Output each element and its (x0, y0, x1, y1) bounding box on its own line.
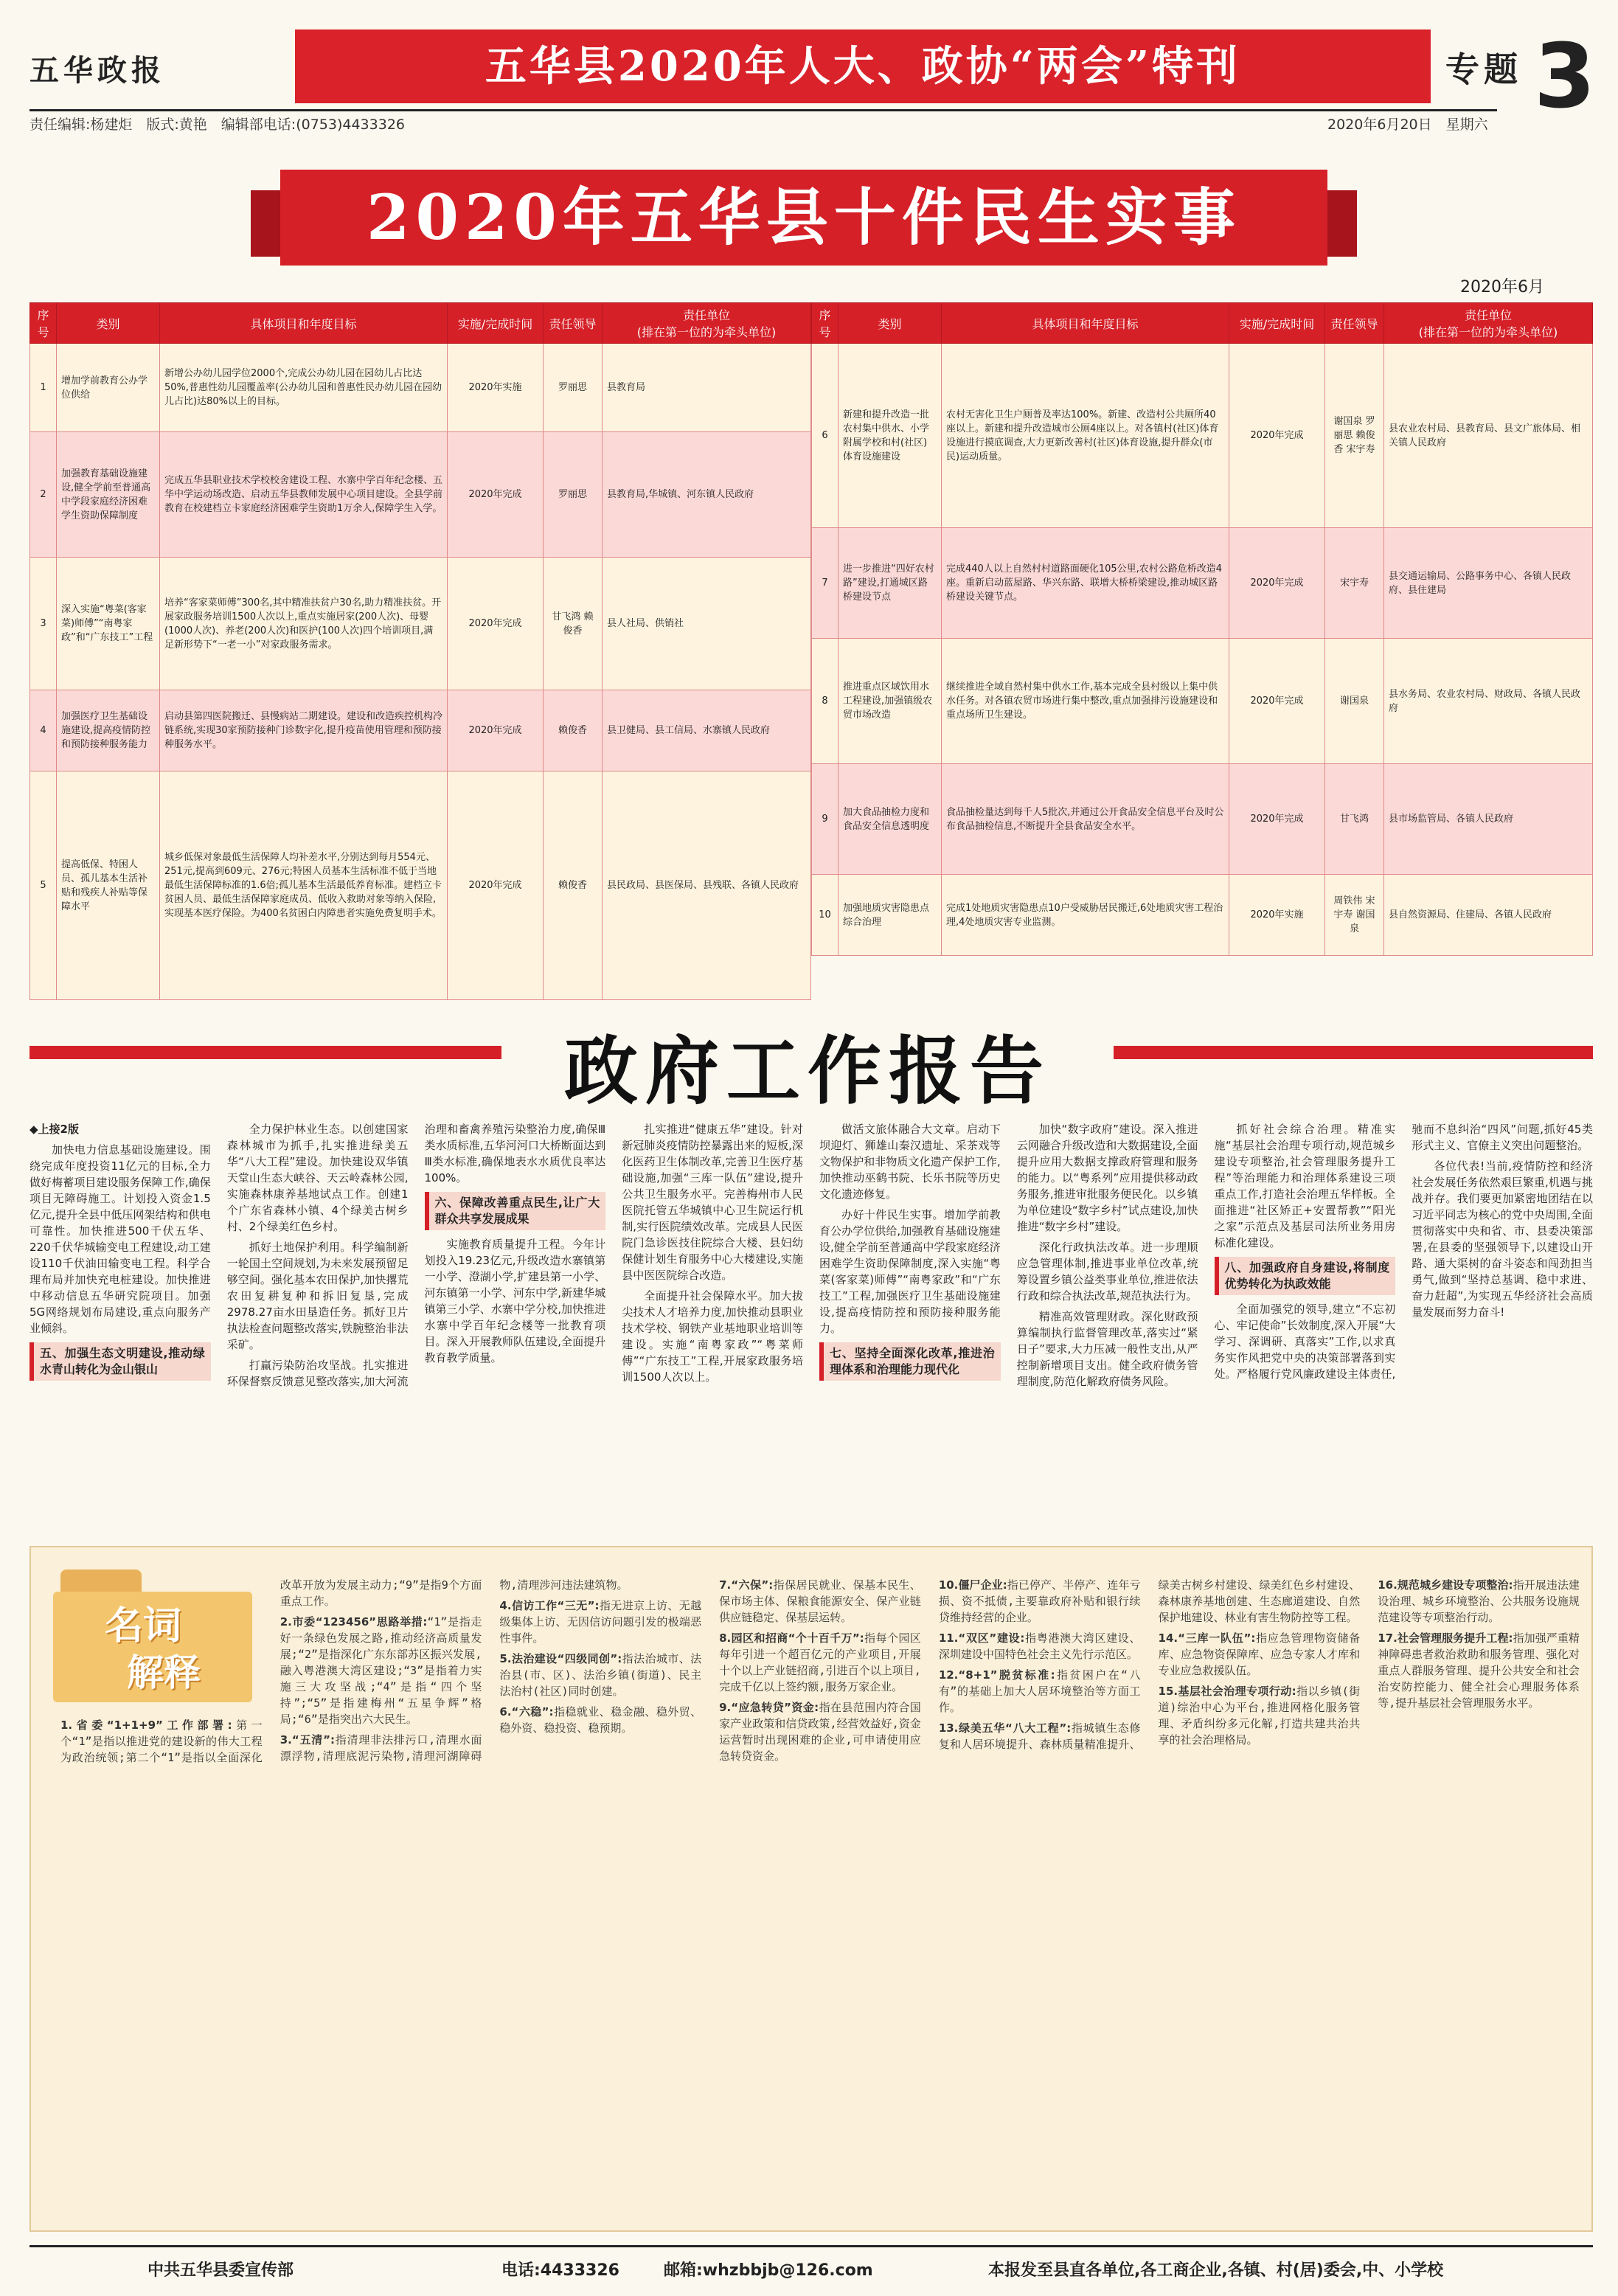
row-no: 4 (30, 690, 57, 771)
headline-date: 2020年6月 (1460, 278, 1544, 296)
glossary-item (1378, 1577, 1580, 1626)
report-para: 深化行政执法改革。进一步理顺应急管理体制,推进事业单位改革,统筹设置乡镇公益类事业单位,推进依法行政和综合执法改革,规范执法行为。 (1016, 1241, 1198, 1303)
table-row (30, 558, 811, 690)
row-no: 9 (812, 764, 838, 875)
glossary-term: 11.“双区”建设: (938, 1631, 1025, 1645)
report-para: 加快电力信息基础设施建设。围绕完成年度投资11亿元的目标,全力做好梅蓄项目建设服务保障工作,确保项目无障碍施工。计划投入资金1.5亿元,提升全县中低压网架结构和供电可靠性。加快推进500千伏五华、220千伏华城输变电工程建设,动工建设110千伏油田输变电工程。科学合理布局并加快充电桩建设。加快推进中移动信息五华研究院项目。加强5G网络规划布局建设,重点向服务产业倾斜。 (29, 1143, 211, 1335)
report-section-heading: 八、加强政府自身建设,将制度优势转化为执政效能 (1215, 1257, 1396, 1295)
table-row (30, 344, 811, 432)
row-leader: 赖俊香 (544, 690, 603, 771)
glossary-term: 12.“8+1”脱贫标准: (938, 1668, 1055, 1682)
row-category: 加大食品抽检力度和食品安全信息透明度 (838, 764, 942, 875)
glossary-def: 指保居民就业、保基本民生、保市场主体、保粮食能源安全、保产业链供应链稳定、保基层运转。 (719, 1578, 921, 1624)
glossary-item (499, 1598, 701, 1646)
header-no: 序号 (30, 303, 57, 344)
glossary-def: 指法治城市、法治县(市、区)、法治乡镇(街道)、民主法治村(社区)同时创建。 (499, 1652, 702, 1698)
glossary-def: 指贫困户在“八有”的基础上加大人居环境整治等方面工作。 (938, 1668, 1141, 1714)
row-time: 2020年完成 (1229, 344, 1325, 528)
footer-email: 邮箱:whzbbjb@126.com (664, 2261, 873, 2280)
row-unit: 县人社局、供销社 (603, 558, 811, 690)
header-no: 序号 (812, 303, 838, 344)
report-para: ◆上接2版 (29, 1123, 79, 1136)
header-time: 实施/完成时间 (448, 303, 544, 344)
glossary-def: 指以乡镇(街道)综治中心为平台,推进网格化服务管理、矛盾纠纷多元化解,打造共建共治共享的社会治理格局。 (1158, 1685, 1361, 1747)
report-para: 抓好土地保护利用。科学编制新一轮国土空间规划,为未来发展预留足够空间。强化基本农田保护,加快撂荒农田复耕复种和拆旧复垦,完成2978.27亩水田垦造任务。抓好卫片执法检查问题整改落实,铁腕整治非法采矿。 (226, 1241, 409, 1351)
section-label: 专题 (1445, 49, 1522, 89)
glossary-term: 8.园区和招商“个十百千万”: (719, 1631, 864, 1645)
table-header (812, 303, 1593, 344)
report-title: 政府工作报告 (564, 1027, 1051, 1114)
header-item: 具体项目和年度目标 (160, 303, 448, 344)
row-item: 完成1处地质灾害隐患点10户受威胁居民搬迁,6处地质灾害工程治理,4处地质灾害专业监测。 (942, 875, 1229, 956)
glossary-term: 7.“六保”: (719, 1578, 774, 1592)
report-body (29, 1121, 1593, 1534)
report-section-heading: 五、加强生态文明建设,推动绿水青山转化为金山银山 (29, 1342, 211, 1381)
row-unit: 县交通运输局、公路事务中心、各镇人民政府、县住建局 (1384, 528, 1593, 639)
glossary-term: 17.社会管理服务提升工程: (1378, 1631, 1513, 1645)
row-leader: 赖俊香 (544, 771, 603, 1000)
glossary-item (939, 1667, 1141, 1716)
row-category: 新建和提升改造一批农村集中供水、小学附属学校和村(社区)体育设施建设 (838, 344, 942, 528)
glossary-item (939, 1577, 1141, 1626)
report-para: 精准高效管理财政。深化财政预算编制执行监督管理改革,落实过“紧日子”要求,大力压减一般性支出,从严控制新增项目支出。健全政府债务管理制度,防范化解政府债务风险。 (1016, 1310, 1198, 1388)
table-row (812, 344, 1593, 528)
livelihood-table-right (811, 302, 1593, 956)
report-para: 办好十件民生实事。增加学前教育公办学位供给,加强教育基础设施建设,健全学前至普通高中学段家庭经济困难学生资助保障制度,深入实施“粤菜(客家菜)师傅”“南粤家政”和“广东技工”工程,加强医疗卫生基础设施建设,提高疫情防控和预防接种服务能力。 (819, 1208, 1001, 1335)
report-para: 抓好社会综合治理。精准实施“基层社会治理专项行动,规范城乡建设专项整治,社会管理服务提升工程”等治理能力和治理体系建设三项重点工作,打造社会治理五华样板。全面推进“社区矫正+安置帮教”“阳光之家”示范点及基层司法所业务用房标准化建设。 (1214, 1123, 1396, 1249)
row-item: 继续推进全域自然村集中供水工作,基本完成全县村级以上集中供水任务。对各镇农贸市场进行集中整改,重点加强排污设施建设和重点场所卫生建设。 (942, 639, 1229, 764)
glossary-title-a: 名词 (105, 1603, 182, 1648)
header-time: 实施/完成时间 (1229, 303, 1325, 344)
header-leader: 责任领导 (1325, 303, 1384, 344)
glossary-def: 指开展违法建设治理、城乡环境整治、公共服务设施规范建设等专项整治行动。 (1378, 1578, 1580, 1624)
report-para: 做活文旅体融合大文章。启动下坝迎灯、狮雄山秦汉遗址、采茶戏等文物保护和非物质文化遗产保护工作,加快推动巫鹤书院、长乐书院等历史文化遗迹修复。 (819, 1123, 1001, 1201)
table-header (30, 303, 811, 344)
special-edition-banner: 五华县2020年人大、政协“两会”特刊 (295, 30, 1431, 103)
glossary-term: 15.基层社会治理专项行动: (1158, 1685, 1296, 1698)
row-category: 推进重点区域饮用水工程建设,加强镇级农贸市场改造 (838, 639, 942, 764)
row-time: 2020年实施 (448, 344, 544, 432)
livelihood-table-left (29, 302, 811, 1000)
row-item: 新增公办幼儿园学位2000个,完成公办幼儿园在园幼儿占比达50%,普惠性幼儿园覆盖率(公办幼儿园和普惠性民办幼儿园在园幼儿占比)达80%以上的目标。 (160, 344, 448, 432)
row-unit: 县农业农村局、县教育局、县文广旅体局、相关镇人民政府 (1384, 344, 1593, 528)
glossary-def: 指加强严重精神障碍患者救治救助和服务管理、强化对重点人群服务管理、提升公共安全和社会治安防控能力、健全社会心理服务体系等,提升基层社会管理服务水平。 (1378, 1631, 1580, 1710)
row-leader: 周铁伟 宋宇寿 谢国泉 (1325, 875, 1384, 956)
glossary-def: 指每个园区每年引进一个超百亿元的产业项目,开展十个以上产业链招商,引进百个以上项目,完成千亿以上签约额,服务万家企业。 (719, 1631, 921, 1693)
row-no: 10 (812, 875, 838, 956)
title-rule-right (1114, 1046, 1593, 1059)
row-leader: 罗丽思 (544, 344, 603, 432)
glossary-item (1378, 1630, 1580, 1711)
row-no: 2 (30, 432, 57, 558)
row-unit: 县市场监管局、各镇人民政府 (1384, 764, 1593, 875)
report-para: 加快“数字政府”建设。深入推进云网融合升级改造和大数据建设,全面提升应用大数据支撑政府管理和服务的能力。以“粤系列”应用提供移动政务服务,推进审批服务便民化。以乡镇为单位建设“数字乡村”试点建设,加快推进“数字乡村”建设。 (1016, 1123, 1198, 1233)
header-item: 具体项目和年度目标 (942, 303, 1229, 344)
footer-org: 中共五华县委宣传部 (147, 2261, 294, 2280)
glossary-term: 3.“五清”: (279, 1733, 335, 1747)
report-section-heading: 六、保障改善重点民生,让广大群众共享发展成果 (425, 1192, 606, 1230)
row-item: 完成五华县职业技术学校校舍建设工程、水寨中学百年纪念楼、五华中学运动场改造、启动五华县教师发展中心项目建设。全县学前教育在校建档立卡家庭经济困难学生资助1万余人,保障学生入学。 (160, 432, 448, 558)
row-category: 加强教育基础设施建设,健全学前至普通高中学段家庭经济困难学生资助保障制度 (57, 432, 160, 558)
report-para: 各位代表!当前,疫情防控和经济社会发展任务依然艰巨繁重,机遇与挑战并存。我们要更加紧密地团结在以习近平同志为核心的党中央周围,全面贯彻落实中央和省、市、县委决策部署,在县委的坚强领导下,以建设山开路、通大渠树的奋斗姿态和闯劲担当勇气,做到“坚持总基调、稳中求进、奋力赶超”,为实现五华经济社会高质量发展而努力奋斗! (1412, 1159, 1593, 1319)
report-para: 打赢污染防治攻坚战。扎实推进环保督察反馈意见整改落实,加大河流治理和畜禽养殖污染整治力度,确保Ⅲ类水质标准,五华河河口大桥断面达到Ⅲ类水标准,确保地表水水质优良率达100%。 (226, 1123, 606, 1388)
row-category: 提高低保、特困人员、孤儿基本生活补贴和残疾人补贴等保障水平 (57, 771, 160, 1000)
row-no: 6 (812, 344, 838, 528)
row-leader: 罗丽思 (544, 432, 603, 558)
report-para: 全力保护林业生态。以创建国家森林城市为抓手,扎实推进绿美五华“八大工程”建设。加快建设双华镇天堂山生态大峡谷、天云岭森林公园,实施森林康养基地试点工作。创建1个广东省森林小镇、4个绿美古树乡村、2个绿美红色乡村。 (226, 1123, 409, 1233)
row-time: 2020年完成 (448, 558, 544, 690)
glossary-item (719, 1577, 921, 1626)
report-title-block (0, 1012, 1618, 1114)
report-para: 全面加强党的领导,建立“不忘初心、牢记使命”长效制度,深入开展“大学习、深调研、真落实”工作,以求真务实作风把党中央的决策部署落到实处。严格履行党风廉政建设主体责任,驰而不息纠治“四风”问题,抓好45类形式主义、官僚主义突出问题整治。 (1214, 1123, 1593, 1381)
row-category: 进一步推进“四好农村路”建设,打通城区路桥建设节点 (838, 528, 942, 639)
row-item: 启动县第四医院搬迁、县慢病站二期建设。建设和改造疾控机构冷链系统,实现30家预防接种门诊数字化,提升疫苗使用管理和预防接种服务水平。 (160, 690, 448, 771)
glossary-box (29, 1546, 1593, 2232)
glossary-item (499, 1704, 701, 1736)
glossary-def: 指应急管理物资储备库、应急物资保障库、应急专家人才库和专业应急救援队伍。 (1158, 1631, 1361, 1677)
row-time: 2020年完成 (1229, 528, 1325, 639)
table-row (30, 690, 811, 771)
report-para: 全面提升社会保障水平。加大拔尖技术人才培养力度,加快推动县职业技术学校、钢铁产业基地职业培训等建设。实施“南粤家政”“粤菜师傅”“广东技工”工程,开展家政服务培训1500人次以上。 (622, 1289, 803, 1384)
report-para: 实施教育质量提升工程。今年计划投入19.23亿元,升级改造水寨镇第一小学、澄湖小学,扩建县第一小学、河东镇第一小学、河东中学,新建华城镇第三小学、水寨中学分校,加快推进水寨中学百年纪念楼等一批教育项目。深入开展教师队伍建设,全面提升教育教学质量。 (424, 1238, 606, 1364)
glossary-item (1159, 1683, 1361, 1748)
glossary-item (280, 1614, 482, 1727)
glossary-term: 1.省委“1+1+9”工作部署: (60, 1718, 232, 1732)
paper-name: 五华政报 (29, 53, 165, 88)
glossary-term: 13.绿美五华“八大工程”: (938, 1721, 1072, 1735)
footer-distribution: 本报发至县直各单位,各工商企业,各镇、村(居)委会,中、小学校 (988, 2261, 1444, 2280)
table-row (30, 771, 811, 1000)
headline-ribbon (251, 170, 1357, 273)
headline: 2020年五华县十件民生实事 (280, 170, 1327, 266)
row-item: 城乡低保对象最低生活保障人均补差水平,分别达到每月554元、251元,提高到609元、276元;特困人员基本生活标准不低于当地最低生活保障标准的1.6倍;孤儿基本生活最低养育标准。建档立卡贫困人员、最低生活保障家庭成员、低收入救助对象等纳入保险,实现基本医疗保险。为400名贫困白内障患者实施免费复明手术。 (160, 771, 448, 1000)
glossary-term: 16.规范城乡建设专项整治: (1378, 1578, 1513, 1592)
glossary-term: 10.僵尸企业: (938, 1578, 1007, 1592)
row-item: 培养“客家菜师傅”300名,其中精准扶贫户30名,助力精准扶贫。开展家政服务培训1500人次以上,重点实施居家(200人次)、母婴(1000人次)、养老(200人次)和医护(100人次)四个培训项目,满足新形势下“一老一小”对家政服务需求。 (160, 558, 448, 690)
footer-phone: 电话:4433326 (501, 2261, 619, 2280)
glossary-def: 指在县范围内符合国家产业政策和信贷政策,经营效益好,资金运营暂时出现困难的企业,可申请使用应急转贷资金。 (719, 1701, 921, 1763)
glossary-def: 指城镇生态修复和人居环境提升、森林质量精准提升、绿美古树乡村建设、绿美红色乡村建设、森林康养基地创建、生态廊道建设、自然保护地建设、林业有害生物防控等工程。 (938, 1578, 1361, 1751)
row-no: 1 (30, 344, 57, 432)
page-number: 3 (1534, 26, 1596, 128)
title-rule-left (29, 1046, 501, 1059)
row-no: 5 (30, 771, 57, 1000)
row-leader: 宋宇寿 (1325, 528, 1384, 639)
row-item: 食品抽检量达到每千人5批次,并通过公开食品安全信息平台及时公布食品抽检信息,不断提升全县食品安全水平。 (942, 764, 1229, 875)
row-category: 深入实施“粤菜(客家菜)师傅”“南粤家政”和“广东技工”工程 (57, 558, 160, 690)
header-unit: 责任单位 (排在第一位的为牵头单位) (603, 303, 811, 344)
row-unit: 县水务局、农业农村局、财政局、各镇人民政府 (1384, 639, 1593, 764)
glossary-def: 指清理非法排污口,清理水面漂浮物,清理底泥污染物,清理河湖障碍物,清理涉河违法建筑物。 (279, 1578, 628, 1763)
glossary-term: 6.“六稳”: (499, 1705, 554, 1718)
header-unit: 责任单位 (排在第一位的为牵头单位) (1384, 303, 1593, 344)
glossary-list (60, 1577, 1580, 2219)
glossary-def: “1”是指走好一条绿色发展之路,推动经济高质量发展;“2”是指深化广东东部苏区振兴发展,融入粤港澳大湾区建设;“3”是指着力实施三大攻坚战;“4”是指“四个坚持”;“5”是指建梅州“五星争辉”格局;“6”是指突出六大民生。 (279, 1615, 482, 1726)
report-para: 扎实推进“健康五华”建设。针对新冠肺炎疫情防控暴露出来的短板,深化医药卫生体制改革,完善卫生医疗基础设施,加强“三库一队伍”建设,提升公共卫生服务水平。完善梅州市人民医院托管五华城镇中心卫生院运行机制,实行医院绩效改革。完成县人民医院门急诊医技住院综合大楼、县妇幼保健计划生育服务中心大楼建设,实施县中医医院综合改造。 (622, 1123, 803, 1282)
editor-credits: 责任编辑:杨建炬 版式:黄艳 编辑部电话:(0753)4433326 (29, 117, 406, 133)
glossary-term: 9.“应急转贷”资金: (719, 1701, 819, 1714)
table-row (812, 528, 1593, 639)
row-category: 增加学前教育公办学位供给 (57, 344, 160, 432)
row-time: 2020年完成 (1229, 639, 1325, 764)
glossary-term: 2.市委“123456”思路举措: (279, 1615, 428, 1629)
row-no: 3 (30, 558, 57, 690)
glossary-def: 指粤港澳大湾区建设、深圳建设中国特色社会主义先行示范区。 (938, 1631, 1141, 1661)
glossary-item (719, 1699, 921, 1764)
glossary-title-b: 解释 (127, 1651, 201, 1694)
masthead (29, 26, 1596, 140)
table-row (30, 432, 811, 558)
row-unit: 县教育局,华城镇、河东镇人民政府 (603, 432, 811, 558)
row-time: 2020年实施 (1229, 875, 1325, 956)
header-category: 类别 (838, 303, 942, 344)
footer (29, 2245, 1593, 2280)
table-row (812, 764, 1593, 875)
row-unit: 县民政局、县医保局、县残联、各镇人民政府 (603, 771, 811, 1000)
row-no: 8 (812, 639, 838, 764)
table-row (812, 639, 1593, 764)
issue-date: 2020年6月20日 星期六 (1327, 117, 1488, 133)
header-leader: 责任领导 (544, 303, 603, 344)
glossary-term: 4.信访工作“三无”: (499, 1599, 600, 1612)
report-section-heading: 七、坚持全面深化改革,推进治理体系和治理能力现代化 (819, 1342, 1001, 1381)
row-unit: 县自然资源局、住建局、各镇人民政府 (1384, 875, 1593, 956)
row-leader: 谢国泉 (1325, 639, 1384, 764)
row-unit: 县教育局 (603, 344, 811, 432)
row-item: 农村无害化卫生户厕普及率达100%。新建、改造村公共厕所40座以上。新建和提升改造城市公厕4座以上。对各镇村(社区)体育设施进行摸底调查,大力更新改善村(社区)体育设施,提升群众(市民)运动质量。 (942, 344, 1229, 528)
row-time: 2020年完成 (448, 432, 544, 558)
glossary-def: 指稳就业、稳金融、稳外贸、稳外资、稳投资、稳预期。 (499, 1705, 702, 1735)
glossary-item (939, 1630, 1141, 1662)
glossary-item (719, 1630, 921, 1695)
row-time: 2020年完成 (1229, 764, 1325, 875)
row-leader: 谢国泉 罗丽思 赖俊香 宋宇寿 (1325, 344, 1384, 528)
header-category: 类别 (57, 303, 160, 344)
glossary-term: 5.法治建设“四级同创”: (499, 1652, 622, 1665)
masthead-divider (29, 109, 1497, 111)
row-unit: 县卫健局、县工信局、水寨镇人民政府 (603, 690, 811, 771)
glossary-item (499, 1651, 701, 1699)
row-category: 加强医疗卫生基础设施建设,提高疫情防控和预防接种服务能力 (57, 690, 160, 771)
glossary-item (1159, 1630, 1361, 1679)
glossary-def: 指已停产、半停产、连年亏损、资不抵债,主要靠政府补贴和银行续贷维持经营的企业。 (938, 1578, 1141, 1624)
row-item: 完成440人以上自然村村道路面硬化105公里,农村公路危桥改造4座。重新启动蓝屋路、华兴东路、联增大桥桥梁建设,推动城区路桥建设关键节点。 (942, 528, 1229, 639)
glossary-def: 第一个“1”是指以推进党的建设新的伟大工程为政治统领;第二个“1”是指以全面深化改革开放为发展主动力;“9”是指9个方面重点工作。 (60, 1578, 482, 1764)
row-leader: 甘飞鸿 (1325, 764, 1384, 875)
row-time: 2020年完成 (448, 690, 544, 771)
row-leader: 甘飞鸿 赖俊香 (544, 558, 603, 690)
row-no: 7 (812, 528, 838, 639)
glossary-spacer (60, 1577, 263, 1717)
row-time: 2020年完成 (448, 771, 544, 1000)
row-category: 加强地质灾害隐患点综合治理 (838, 875, 942, 956)
glossary-term: 14.“三库一队伍”: (1158, 1631, 1256, 1645)
table-row (812, 875, 1593, 956)
glossary-def: 指无进京上访、无越级集体上访、无因信访问题引发的极端恶性事件。 (499, 1599, 702, 1645)
